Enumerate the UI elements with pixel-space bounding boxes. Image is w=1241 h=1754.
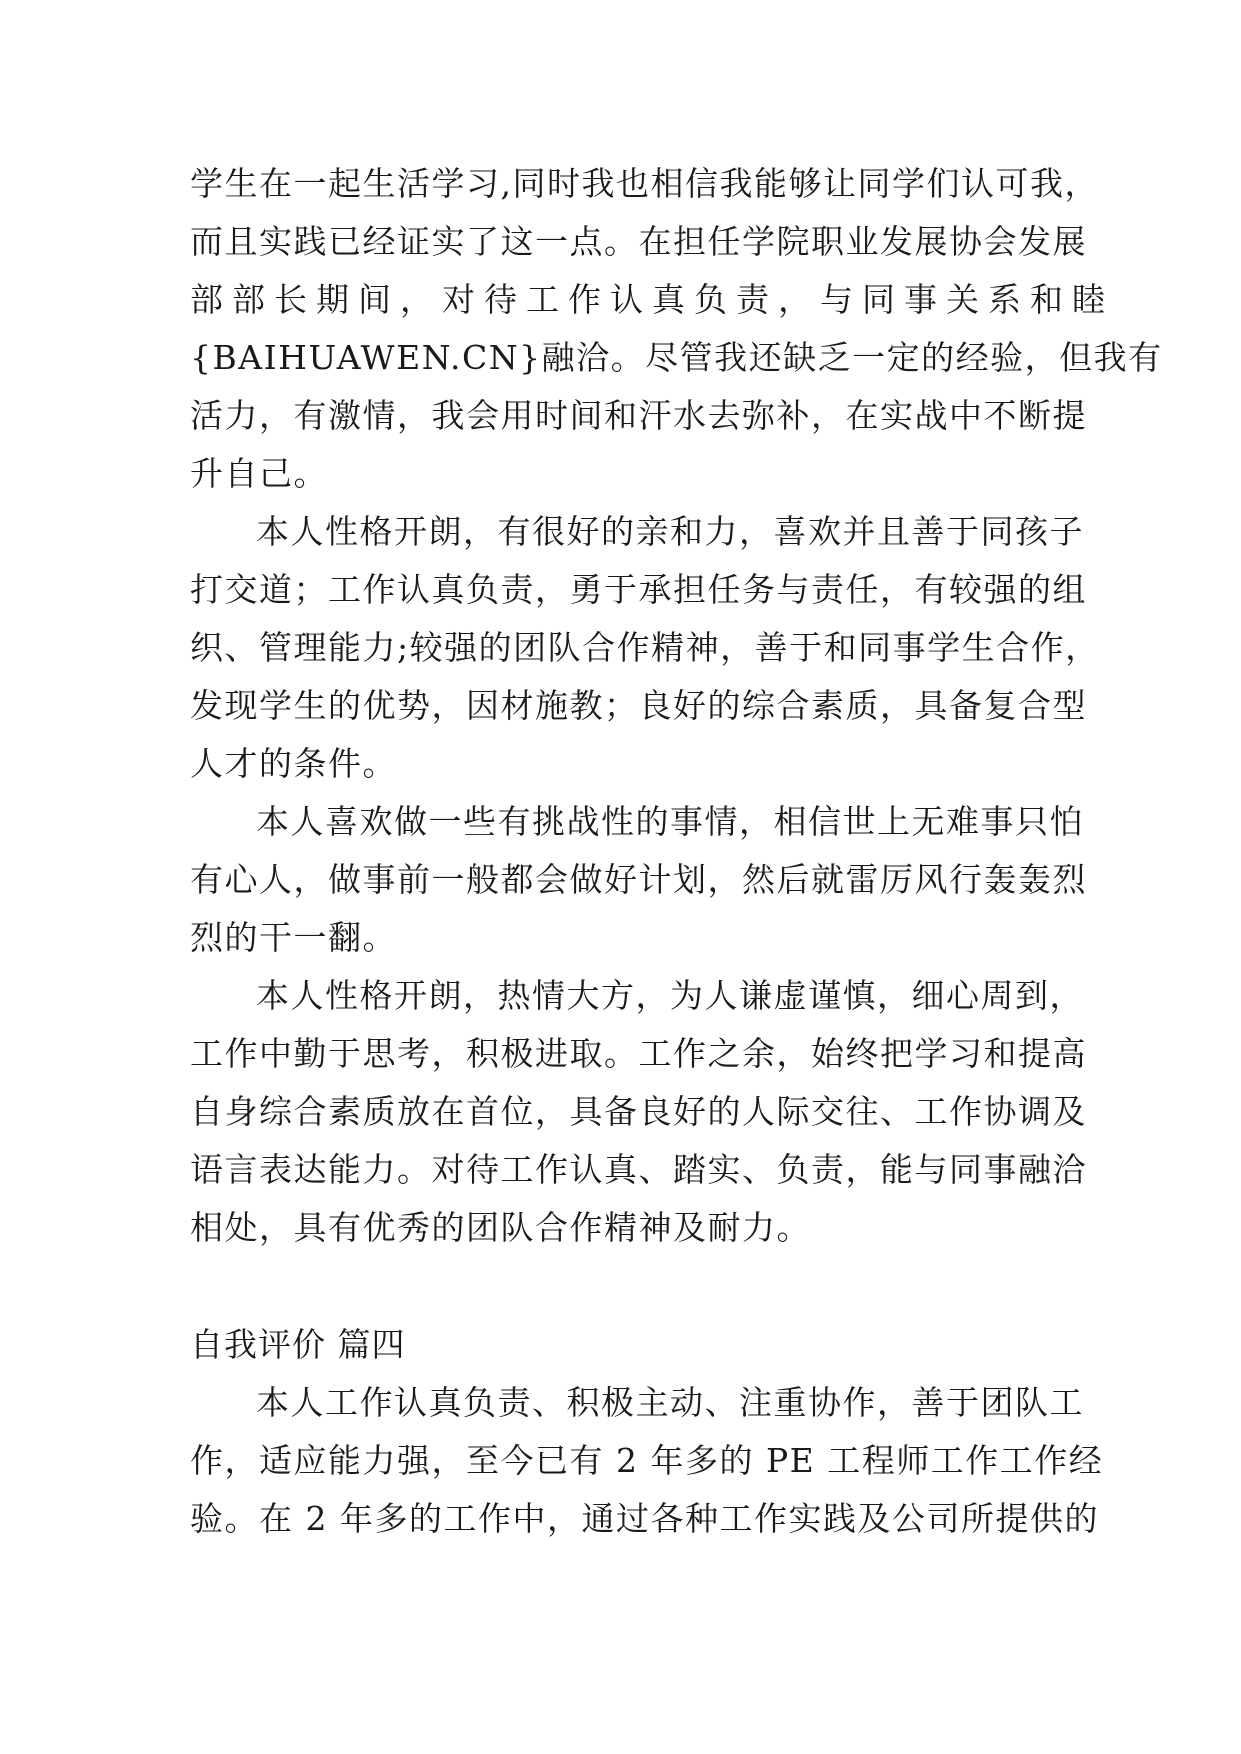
- text-line: 自身综合素质放在首位，具备良好的人际交往、工作协调及: [190, 1092, 1087, 1131]
- text-line: 打交道；工作认真负责，勇于承担任务与责任，有较强的组: [190, 570, 1087, 609]
- text-line: 烈的干一翻。: [190, 918, 397, 957]
- text-line: 有心人，做事前一般都会做好计划，然后就雷厉风行轰轰烈: [190, 860, 1087, 899]
- text-line: 学生在一起生活学习,同时我也相信我能够让同学们认可我，: [190, 164, 1099, 203]
- paragraph-first-line: 本人性格开朗，有很好的亲和力，喜欢并且善于同孩子: [256, 512, 1084, 551]
- paragraph-first-line: 本人工作认真负责、积极主动、注重协作，善于团队工: [256, 1383, 1084, 1422]
- section-heading: 自我评价 篇四: [190, 1325, 406, 1364]
- text-line: 工作中勤于思考，积极进取。工作之余，始终把学习和提高: [190, 1034, 1087, 1073]
- text-line: 织、管理能力;较强的团队合作精神，善于和同事学生合作，: [190, 628, 1100, 667]
- text-line: 活力，有激情，我会用时间和汗水去弥补，在实战中不断提: [190, 396, 1087, 435]
- text-line: 人才的条件。: [190, 744, 397, 783]
- paragraph-first-line: 本人性格开朗，热情大方，为人谦虚谨慎，细心周到，: [256, 976, 1084, 1015]
- text-line: 而且实践已经证实了这一点。在担任学院职业发展协会发展: [190, 222, 1087, 261]
- text-line: 验。在 2 年多的工作中，通过各种工作实践及公司所提供的: [190, 1499, 1099, 1538]
- text-line: 作，适应能力强，至今已有 2 年多的 PE 工程师工作工作经: [190, 1441, 1104, 1480]
- text-line: 升自己。: [190, 454, 328, 493]
- text-line: 语言表达能力。对待工作认真、踏实、负责，能与同事融洽: [190, 1150, 1087, 1189]
- text-line: 相处，具有优秀的团队合作精神及耐力。: [190, 1208, 811, 1247]
- paragraph-first-line: 本人喜欢做一些有挑战性的事情，相信世上无难事只怕: [256, 802, 1084, 841]
- text-line: 发现学生的优势，因材施教；良好的综合素质，具备复合型: [190, 686, 1087, 725]
- text-line: 部部长期间，对待工作认真负责，与同事关系和睦: [190, 280, 1114, 319]
- text-line: {BAIHUAWEN.CN}融洽。尽管我还缺乏一定的经验，但我有: [190, 338, 1163, 377]
